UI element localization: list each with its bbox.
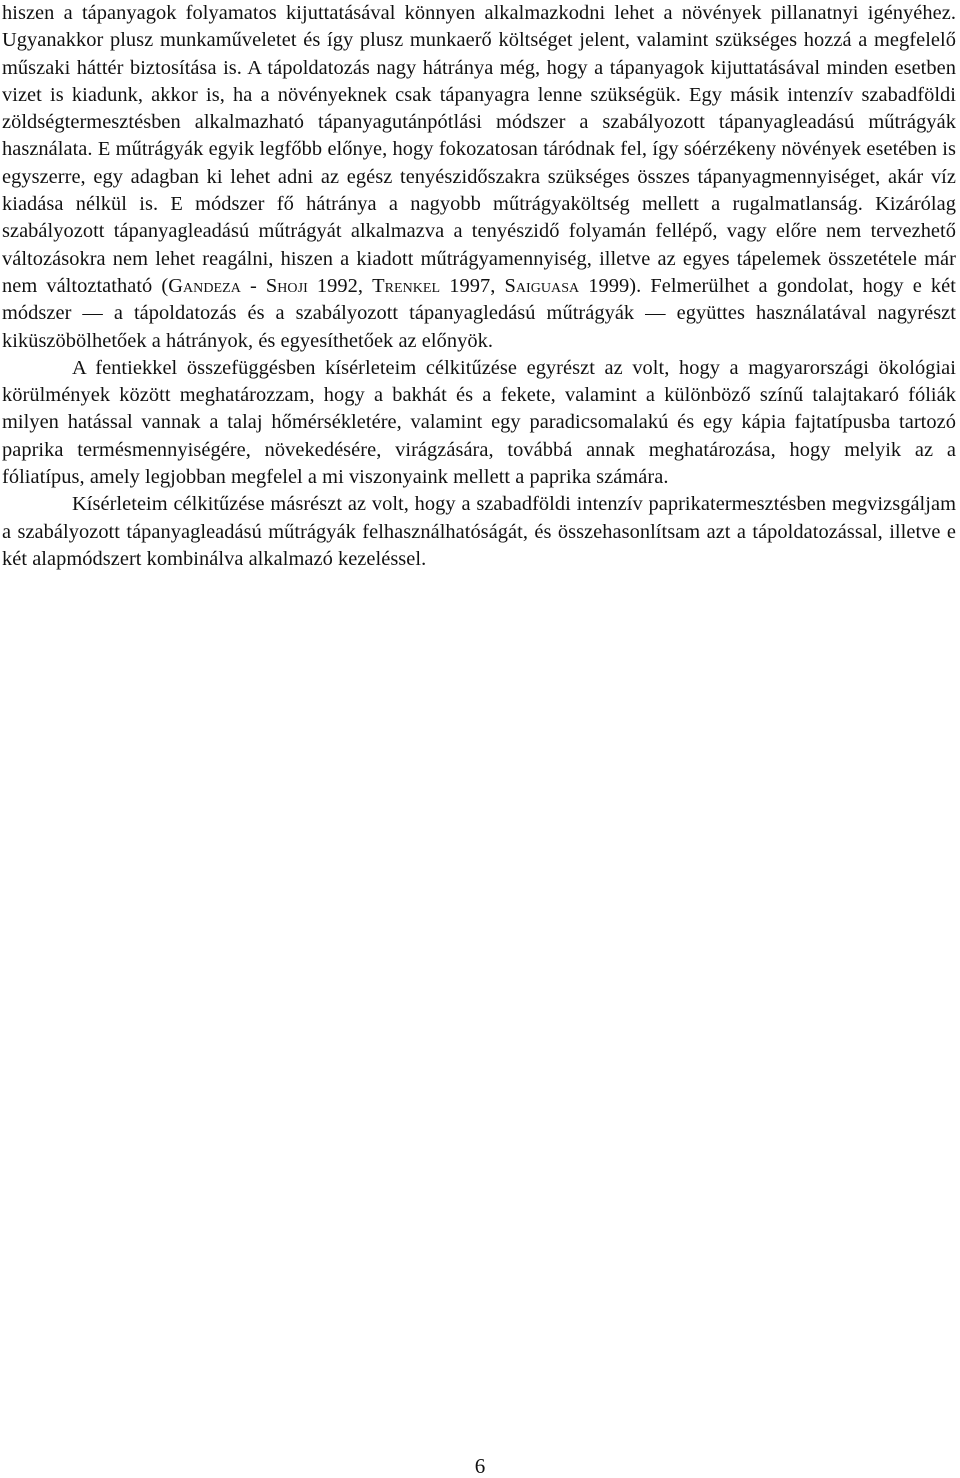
paragraph-2-text: A fentiekkel összefüggésben kísérleteim célkitűzése egyrészt az volt, hogy a magyarországi ökológiai körülmények között meghatározzam, hogy a bakhát és a fekete, valamint a különböző színű talajtakaró fóliák milyen hatással vannak a talaj hőmérsékletére, valamint egy paradicsomalakú és egy kápia fajtatípusba tartozó paprika termésmennyiségére, növekedésére, virágzására, továbbá annak meghatározása, hogy melyik az a fóliatípus, amely legjobban megfelel a mi viszonyaink mellett a paprika számára.	[2, 356, 956, 489]
paragraph-1-run: hiszen a tápanyagok folyamatos kijuttatásával könnyen alkalmazkodni lehet a növények pillanatnyi igényéhez. Ugyanakkor plusz munkaműveletet és így plusz munkaerő költséget jelent, valamint szükséges hozzá a megfelelő műszaki háttér biztosítása is. A tápoldatozás nagy hátránya még, hogy a tápanyagok kijuttatásával minden esetben vizet is kiadunk, akkor is, ha a növényeknek csak tápanyagra lenne szükségük. Egy másik intenzív szabadföldi zöldségtermesztésben alkalmazható tápanyagutánpótlási módszer a szabályozott tápanyagleadású műtrágyák használata. E műtrágyák egyik legfőbb előnye, hogy fokozatosan táródnak fel, így sóérzékeny növények esetében is egyszerre, egy adagban ki lehet adni az egész tenyészidőszakra szükséges összes tápanyagmennyiséget, akár víz kiadása nélkül is. E módszer fő hátránya a nagyobb műtrágyaköltség mellett a rugalmatlanság. Kizárólag szabályozott tápanyagleadású műtrágyát alkalmazva a tenyészidő folyamán fellépő, vagy előre nem tervezhető változásokra nem lehet reagálni, hiszen a kiadott műtrágyamennyiség, illetve az egyes tápelemek összetétele már nem változtatható (	[2, 2, 956, 297]
citation-author-trenkel: Trenkel	[372, 274, 441, 297]
paragraph-1	[2, 0, 956, 355]
citation-author-gandeza: Gandeza	[168, 274, 241, 297]
paragraph-1-run: 1997,	[440, 274, 505, 297]
paragraph-1-run: 1999). Felmerülhet a gondolat, hogy e két módszer — a tápoldatozás és a szabályozott tápanyagledású műtrágyák — együttes használatával nagyrészt kiküszöbölhetőek a hátrányok, és egyesíthetőek az előnyök.	[2, 274, 956, 352]
citation-author-saiguasa: Saiguasa	[504, 274, 580, 297]
paragraph-3	[2, 491, 956, 573]
paragraph-1-run: 1992,	[307, 274, 373, 297]
citation-author-shoji: Shoji	[265, 274, 308, 297]
paragraph-3-text: Kísérleteim célkitűzése másrészt az volt, hogy a szabadföldi intenzív paprikatermesztésben megvizsgáljam a szabályozott tápanyagleadású műtrágyák felhasználhatóságát, és összehasonlítsam azt a tápoldatozással, illetve e két alapmódszert kombinálva alkalmazó kezeléssel.	[2, 493, 956, 570]
paragraph-2	[2, 355, 956, 491]
page-number: 6	[474, 1454, 486, 1478]
paragraph-1-run: -	[240, 274, 266, 297]
document-page	[2, 0, 956, 573]
